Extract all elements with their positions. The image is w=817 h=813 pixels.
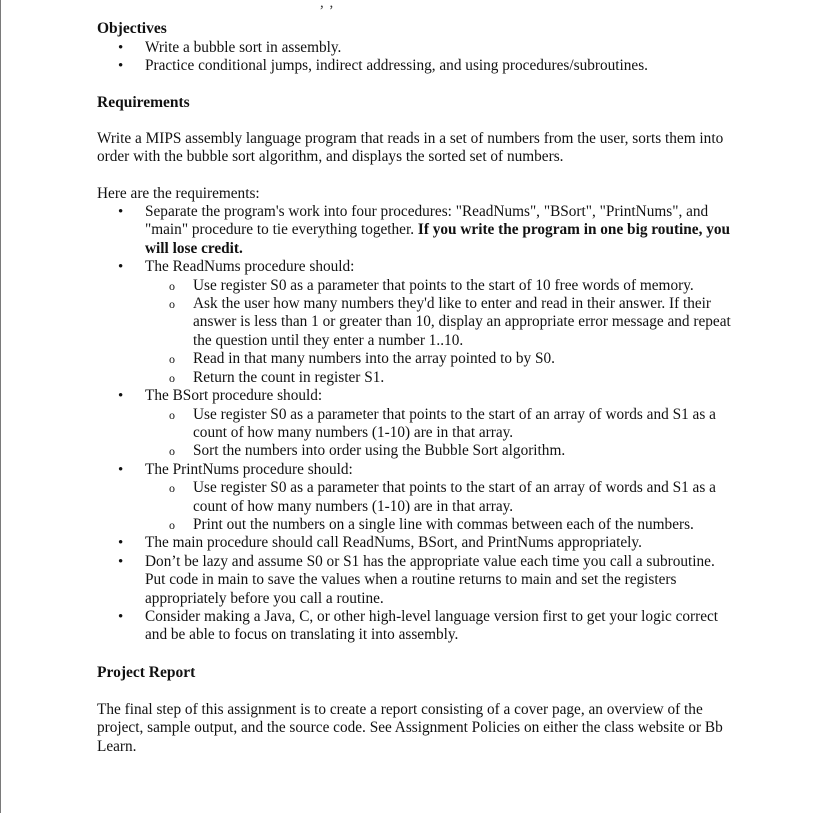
bullet-icon: • [118,535,124,552]
list-item [97,553,737,608]
list-item [97,387,737,461]
list-item [97,39,737,57]
list-item [97,203,737,258]
list-item [97,258,737,387]
sub-bullet-icon: o [169,407,175,422]
sublist-item [145,442,737,460]
objective-text: Write a bubble sort in assembly. [145,39,342,56]
requirements-list [97,203,737,645]
sublist-item [145,369,737,387]
objectives-list [97,39,737,76]
sub-bullet-icon: o [169,481,175,496]
list-item [97,608,737,645]
list-item [97,57,737,75]
requirement-text: The PrintNums procedure should: [145,460,353,478]
sublist-item [145,516,737,534]
sublist-item [145,295,737,350]
requirement-text: The ReadNums procedure should: [145,258,355,276]
requirements-lead: Here are the requirements: [97,184,260,202]
list-item [97,534,737,552]
sub-requirement-text: Use register S0 as a parameter that points to the start of 10 free words of memory. [193,276,694,294]
project-report-text: The final step of this assignment is to create a report consisting of a cover page, an overview of the project, sample output, and the source code. See Assignment Policies on either the class website or Bb Learn. [97,700,723,755]
bsort-sublist [145,406,737,461]
bullet-icon: • [118,204,124,221]
bullet-icon: • [118,608,124,625]
readnums-sublist [145,277,737,387]
sub-requirement-text: Sort the numbers into order using the Bubble Sort algorithm. [193,442,566,460]
sub-requirement-text: Use register S0 as a parameter that points to the start of an array of words and S1 as a count of how many numbers (1-10) are in that array. [193,479,716,515]
sublist-item [145,406,737,443]
list-item [97,461,737,535]
document-page [97,19,737,756]
requirement-text: The main procedure should call ReadNums, BSort, and PrintNums appropriately. [145,534,642,552]
bullet-icon: • [118,461,124,478]
sub-bullet-icon: o [169,352,175,367]
project-report-heading: Project Report [97,663,196,681]
objectives-heading: Objectives [97,20,167,37]
sub-bullet-icon: o [169,278,175,293]
bullet-icon: • [118,58,124,75]
bullet-icon: • [118,40,124,56]
objective-text: Practice conditional jumps, indirect addressing, and using procedures/subroutines. [145,57,648,75]
bullet-icon: • [118,259,124,276]
sub-requirement-text: Ask the user how many numbers they'd like to enter and read in their answer. If their answer is less than 1 or greater than 10, display an appropriate error message and repeat the question until they enter a number 1..10. [193,295,731,349]
sub-bullet-icon: o [169,297,175,312]
requirement-warning: If you write the program in one big routine, you will lose credit. [145,221,731,257]
requirement-text: Separate the program's work into four procedures: "ReadNums", "BSort", "PrintNums", and "main" procedure to tie everything together. [145,203,709,239]
requirement-text: Consider making a Java, C, or other high-level language version first to get your logic correct and be able to focus on translating it into assembly. [145,607,719,644]
sub-bullet-icon: o [169,444,175,459]
printnums-sublist [145,479,737,534]
requirements-heading: Requirements [97,93,190,111]
sub-requirement-text: Return the count in register S1. [193,368,385,386]
bullet-icon: • [118,388,124,405]
page-left-edge [0,0,1,813]
sub-bullet-icon: o [169,370,175,385]
requirement-text: The BSort procedure should: [145,387,323,405]
requirement-text: Don’t be lazy and assume S0 or S1 has the appropriate value each time you call a subroutine. Put code in main to save the values when a routine returns to main and set the registers appropriately before you call a routine. [145,552,715,607]
sublist-item [145,277,737,295]
sub-requirement-text: Read in that many numbers into the array pointed to by S0. [193,350,555,368]
requirements-intro: Write a MIPS assembly language program that reads in a set of numbers from the user, sorts them into order with the bubble sort algorithm, and displays the sorted set of numbers. [97,129,724,166]
sub-requirement-text: Print out the numbers on a single line with commas between each of the numbers. [193,515,694,533]
bullet-icon: • [118,553,124,570]
sub-bullet-icon: o [169,517,175,532]
sublist-item [145,350,737,368]
sub-requirement-text: Use register S0 as a parameter that points to the start of an array of words and S1 as a count of how many numbers (1-10) are in that array. [193,405,716,441]
sublist-item [145,479,737,516]
cut-off-header-fragment: , , [320,0,335,11]
